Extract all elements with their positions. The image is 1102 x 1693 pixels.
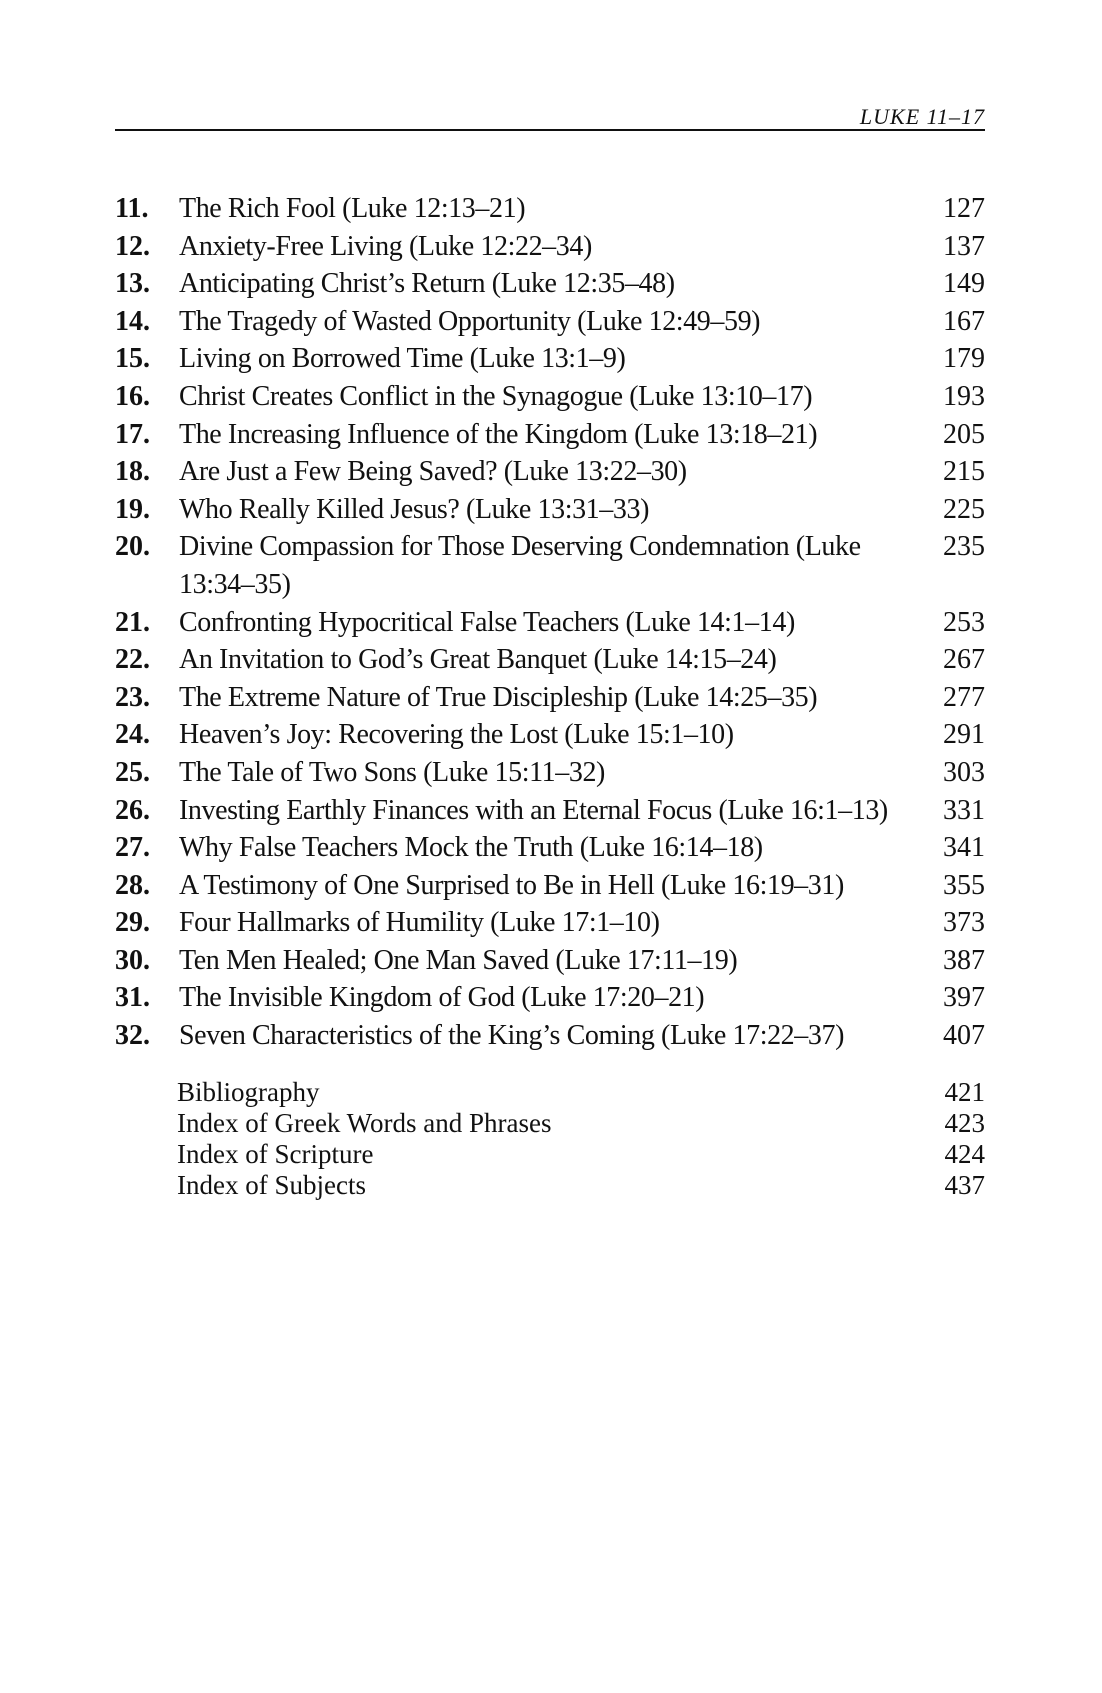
chapter-title: The Rich Fool (Luke 12:13–21): [179, 193, 526, 224]
chapter-entry: [115, 340, 985, 378]
chapter-title: Investing Earthly Finances with an Eternal Focus (Luke 16:1–13): [179, 794, 888, 826]
chapter-title: Why False Teachers Mock the Truth (Luke 16:14–18): [179, 832, 763, 864]
back-matter-page-number: 421: [944, 1076, 985, 1107]
chapter-title: Christ Creates Conflict in the Synagogue (Luke 13:10–17): [179, 380, 813, 412]
back-matter-page-number: 437: [944, 1169, 985, 1200]
chapter-number: 17.: [115, 418, 150, 450]
chapter-title: Seven Characteristics of the King’s Coming (Luke 17:22–37): [179, 1020, 845, 1052]
chapter-entry: [115, 716, 985, 754]
back-matter-entry: [115, 1108, 985, 1139]
back-matter-page-number: 424: [944, 1138, 985, 1169]
chapter-page-number: 341: [943, 832, 985, 864]
chapter-number: 26.: [115, 794, 150, 826]
back-matter-entry: [115, 1170, 985, 1201]
indent-spacer: [115, 1077, 177, 1108]
back-matter-page-number: 423: [944, 1107, 985, 1138]
chapter-page-number: 205: [943, 418, 985, 450]
back-matter-title: Index of Scripture: [177, 1138, 374, 1169]
chapter-entry: [115, 378, 985, 416]
chapter-page-number: 253: [943, 606, 985, 638]
chapter-entry: [115, 1017, 985, 1055]
chapter-number: 30.: [115, 944, 150, 976]
chapter-entry: [115, 190, 985, 228]
chapter-number: 22.: [115, 644, 150, 676]
chapter-number: 27.: [115, 832, 150, 864]
chapter-title: The Tale of Two Sons (Luke 15:11–32): [179, 756, 605, 788]
back-matter-entry: [115, 1139, 985, 1170]
chapter-number: 14.: [115, 305, 150, 337]
chapter-page-number: 225: [943, 493, 985, 525]
chapter-title: Four Hallmarks of Humility (Luke 17:1–10): [179, 907, 660, 939]
back-matter-title: Index of Subjects: [177, 1169, 366, 1200]
chapter-entry: [115, 528, 985, 603]
chapter-page-number: 127: [943, 193, 985, 224]
chapter-page-number: 193: [943, 380, 985, 412]
chapter-number: 15.: [115, 343, 150, 375]
chapter-page-number: 267: [943, 644, 985, 676]
chapter-title: Are Just a Few Being Saved? (Luke 13:22–30): [179, 456, 687, 488]
chapter-entry: [115, 829, 985, 867]
chapter-entry: [115, 792, 985, 830]
chapter-number: 16.: [115, 380, 150, 412]
chapter-number: 29.: [115, 907, 150, 939]
chapter-entry: [115, 904, 985, 942]
chapter-entry: [115, 604, 985, 642]
chapter-page-number: 167: [943, 305, 985, 337]
chapter-title: The Invisible Kingdom of God (Luke 17:20–21): [179, 982, 705, 1014]
chapter-entry: [115, 453, 985, 491]
chapter-title: The Tragedy of Wasted Opportunity (Luke 12:49–59): [179, 305, 761, 337]
chapter-title: A Testimony of One Surprised to Be in Hell (Luke 16:19–31): [179, 869, 844, 901]
chapter-title: Confronting Hypocritical False Teachers (Luke 14:1–14): [179, 606, 795, 638]
table-of-contents: [115, 190, 985, 1201]
chapter-number: 31.: [115, 982, 150, 1014]
chapter-entry: [115, 641, 985, 679]
chapter-number: 25.: [115, 756, 150, 788]
chapter-number: 21.: [115, 606, 150, 638]
chapter-page-number: 355: [943, 869, 985, 901]
chapter-entry: [115, 265, 985, 303]
header-rule: [115, 129, 985, 131]
chapter-title: Divine Compassion for Those Deserving Condemnation (Luke 13:34–35): [179, 531, 861, 600]
chapter-page-number: 277: [943, 681, 985, 713]
chapter-number: 28.: [115, 869, 150, 901]
chapter-entry: [115, 979, 985, 1017]
chapter-entry: [115, 679, 985, 717]
chapter-page-number: 387: [943, 944, 985, 976]
chapter-page-number: 215: [943, 456, 985, 488]
chapter-entry: [115, 303, 985, 341]
chapter-page-number: 235: [943, 531, 985, 563]
chapter-title: Ten Men Healed; One Man Saved (Luke 17:11–19): [179, 944, 738, 976]
chapter-number: 32.: [115, 1020, 150, 1052]
chapter-entry: [115, 942, 985, 980]
chapter-entry: [115, 416, 985, 454]
back-matter-title: Index of Greek Words and Phrases: [177, 1107, 552, 1138]
indent-spacer: [115, 1108, 177, 1139]
chapter-number: 23.: [115, 681, 150, 713]
chapter-title: Who Really Killed Jesus? (Luke 13:31–33): [179, 493, 650, 525]
indent-spacer: [115, 1170, 177, 1201]
indent-spacer: [115, 1139, 177, 1170]
chapter-page-number: 291: [943, 719, 985, 751]
chapter-title: Heaven’s Joy: Recovering the Lost (Luke 15:1–10): [179, 719, 734, 751]
chapter-page-number: 303: [943, 756, 985, 788]
chapter-number: 19.: [115, 493, 150, 525]
back-matter-entry: [115, 1077, 985, 1108]
chapter-number: 24.: [115, 719, 150, 751]
back-matter-list: [115, 1077, 985, 1201]
chapter-title: An Invitation to God’s Great Banquet (Luke 14:15–24): [179, 644, 777, 676]
running-head: LUKE 11–17: [859, 104, 985, 129]
chapter-list: [115, 190, 985, 1055]
chapter-title: Anticipating Christ’s Return (Luke 12:35–48): [179, 268, 675, 300]
chapter-number: 13.: [115, 268, 150, 300]
chapter-page-number: 373: [943, 907, 985, 939]
chapter-title: The Extreme Nature of True Discipleship (Luke 14:25–35): [179, 681, 818, 713]
chapter-number: 11.: [115, 193, 149, 224]
chapter-page-number: 397: [943, 982, 985, 1014]
chapter-page-number: 137: [943, 230, 985, 262]
chapter-title: Living on Borrowed Time (Luke 13:1–9): [179, 343, 626, 375]
chapter-title: The Increasing Influence of the Kingdom (Luke 13:18–21): [179, 418, 818, 450]
chapter-number: 20.: [115, 531, 150, 563]
chapter-entry: [115, 867, 985, 905]
chapter-entry: [115, 754, 985, 792]
back-matter-title: Bibliography: [177, 1076, 320, 1107]
chapter-page-number: 149: [943, 268, 985, 300]
chapter-number: 18.: [115, 456, 150, 488]
chapter-page-number: 331: [943, 794, 985, 826]
chapter-page-number: 407: [943, 1020, 985, 1052]
chapter-entry: [115, 491, 985, 529]
chapter-page-number: 179: [943, 343, 985, 375]
chapter-entry: [115, 228, 985, 266]
chapter-number: 12.: [115, 230, 150, 262]
chapter-title: Anxiety-Free Living (Luke 12:22–34): [179, 230, 592, 262]
